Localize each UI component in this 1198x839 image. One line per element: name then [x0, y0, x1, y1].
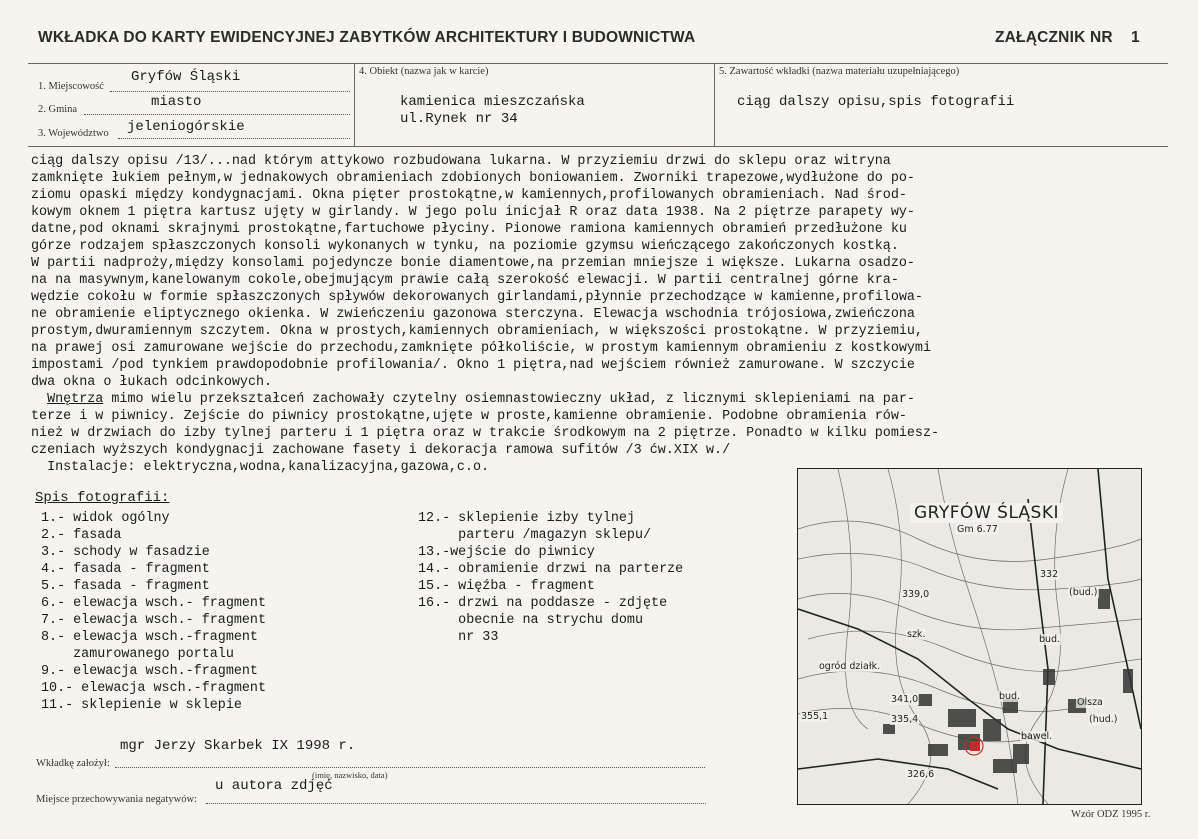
- interior-line: terze i w piwnicy. Zejście do piwnicy prostokątne,ujęte w proste,kamienne obramienie. Podobne obramienia rów-: [31, 409, 907, 424]
- object-line-2: ul.Rynek nr 34: [400, 111, 518, 127]
- photo-item: 11.- sklepienie w sklepie: [41, 698, 242, 713]
- storage-label: Miejsce przechowywania negatywów:: [36, 794, 197, 805]
- body-line: górze rodzajem spłaszczonych konsoli wykonanych w tynku, na poziomie gzymsu wieńczącego zakończonych kostką.: [31, 239, 899, 254]
- map-label: ogród działk.: [819, 661, 881, 672]
- commune-value: miasto: [151, 94, 202, 110]
- contents-label: 5. Zawartość wkładki (nazwa materiału uzupełniającego): [719, 66, 960, 77]
- storage-value: u autora zdjęć: [215, 778, 333, 794]
- photo-item: 16.- drzwi na poddasze - zdjęte: [418, 596, 668, 611]
- body-line: ciąg dalszy opisu /13/...nad którym attykowo rozbudowana lukarna. W przyziemiu drzwi do sklepu oraz witryna: [31, 154, 891, 169]
- locality-label: 1. Miejscowość: [38, 81, 104, 92]
- location-map: [797, 468, 1142, 805]
- map-label: 326,6: [907, 769, 935, 780]
- map-label: 341,0: [891, 694, 919, 705]
- map-label: (bud.): [1069, 587, 1098, 598]
- photo-item: 15.- więźba - fragment: [418, 579, 595, 594]
- prepared-by-sublabel: (imię, nazwisko, data): [312, 770, 388, 780]
- body-line: datne,pod oknami skrajnymi prostokątne,fartuchowe płyciny. Pionowe ramiona kamiennych obramień przedłużone ku: [31, 222, 907, 237]
- body-line: dwa okna o łukach odcinkowych.: [31, 375, 273, 390]
- body-line: kowym oknem 1 piętra kartusz ujęty w girlandy. W jego polu inicjał R oraz data 1938. Na 2 piętrze parapety wy-: [31, 205, 915, 220]
- photo-list-right: [418, 510, 683, 646]
- installations-line: Instalacje: elektryczna,wodna,kanalizacyjna,gazowa,c.o.: [31, 460, 490, 475]
- header-top-rule: [28, 63, 1168, 64]
- photo-item: 2.- fasada: [41, 528, 122, 543]
- map-label: 339,0: [902, 589, 930, 600]
- map-label: 355,1: [801, 711, 829, 722]
- body-line: W partii nadproży,między konsolami pojedyncze bonie diamentowe,na przemian mniejsze i większe. Lukarna osadzo-: [31, 256, 915, 271]
- interior-heading: Wnętrza: [47, 392, 104, 407]
- prepared-by-dots: [115, 767, 705, 768]
- photo-item: 1.- widok ogólny: [41, 511, 170, 526]
- map-label: Gm 6.77: [957, 524, 998, 535]
- prepared-by-value: mgr Jerzy Skarbek IX 1998 r.: [120, 738, 356, 754]
- body-line: wędzie cokołu w formie spłaszczonych spływów dekorowanych girlandami,płynnie przechodzące w kamienne,profilowa-: [31, 290, 923, 305]
- voivodeship-value: jeleniogórskie: [127, 119, 245, 135]
- map-label: bawel.: [1021, 731, 1053, 742]
- photo-list-left: [41, 510, 266, 714]
- map-label: 335,4: [891, 714, 919, 725]
- photo-item: 4.- fasada - fragment: [41, 562, 210, 577]
- photo-item: 9.- elewacja wsch.-fragment: [41, 664, 258, 679]
- column-divider-2: [714, 63, 715, 146]
- body-line: ne obramienie eliptycznego okienka. W zwieńczeniu gazonowa sterczyna. Elewacja wschodnia trójosiowa,zwieńczona: [31, 307, 915, 322]
- body-line: prostym,dwuramiennym szczytem. Okna w prostych,kamiennych obramieniach, w większości prostokątne. W przyziemiu,: [31, 324, 923, 339]
- map-label: bud.: [1039, 634, 1061, 645]
- map-label: 332: [1040, 569, 1059, 580]
- annex-number: 1: [1131, 29, 1140, 46]
- object-label: 4. Obiekt (nazwa jak w karcie): [359, 66, 489, 77]
- photo-item: 6.- elewacja wsch.- fragment: [41, 596, 266, 611]
- photo-item: 10.- elewacja wsch.-fragment: [41, 681, 266, 696]
- interior-line: czeniach wyższych kondygnacji zachowane fasety i dekoracja ramowa sufitów /3 ćw.XIX w./: [31, 443, 731, 458]
- photo-item: parteru /magazyn sklepu/: [418, 528, 652, 543]
- photo-list-heading: Spis fotografii:: [35, 490, 170, 506]
- prepared-by-label: Wkładkę założył:: [36, 758, 110, 769]
- locality-dots: [110, 91, 350, 92]
- body-line: ziomu opaski między kondygnacjami. Okna pięter prostokątne,w kamiennych,profilowanych obramieniach. Nad środ-: [31, 188, 907, 203]
- commune-dots: [84, 114, 350, 115]
- photo-item: 8.- elewacja wsch.-fragment: [41, 630, 258, 645]
- map-label: (hud.): [1089, 714, 1118, 725]
- voivodeship-dots: [118, 138, 350, 139]
- description-body: [31, 153, 1191, 476]
- header-bottom-rule: [28, 146, 1168, 147]
- photo-item: 13.-wejście do piwnicy: [418, 545, 595, 560]
- photo-item: 14.- obramienie drzwi na parterze: [418, 562, 684, 577]
- column-divider-1: [354, 63, 355, 146]
- map-label: bud.: [999, 691, 1021, 702]
- form-model: Wzór ODZ 1995 r.: [1071, 809, 1151, 820]
- interior-line: Wnętrza mimo wielu przekształceń zachowały czytelny osiemnastowieczny układ, z licznymi sklepieniami na par-: [47, 392, 915, 407]
- annex-label: ZAŁĄCZNIK NR: [995, 29, 1113, 46]
- map-label: Olsza: [1077, 697, 1103, 708]
- voivodeship-label: 3. Województwo: [38, 128, 109, 139]
- form-title: WKŁADKA DO KARTY EWIDENCYJNEJ ZABYTKÓW ARCHITEKTURY I BUDOWNICTWA: [38, 29, 696, 46]
- map-title: GRYFÓW ŚLĄSKI: [910, 503, 1063, 523]
- body-line: na na masywnym,kanelowanym cokole,obejmującym prawie całą szerokość elewacji. W partii centralnej górne kra-: [31, 273, 899, 288]
- photo-item: 7.- elewacja wsch.- fragment: [41, 613, 266, 628]
- commune-label: 2. Gmina: [38, 104, 78, 115]
- contents-value: ciąg dalszy opisu,spis fotografii: [737, 94, 1015, 110]
- body-line: na prawej osi zamurowane wejście do przechodu,zamknięte półkoliście, w prostym kamiennym obramieniu z kostkowymi: [31, 341, 931, 356]
- photo-item: nr 33: [418, 630, 499, 645]
- photo-item: 5.- fasada - fragment: [41, 579, 210, 594]
- object-line-1: kamienica mieszczańska: [400, 94, 585, 110]
- photo-item: 12.- sklepienie izby tylnej: [418, 511, 635, 526]
- photo-item: obecnie na strychu domu: [418, 613, 643, 628]
- storage-dots: [206, 803, 706, 804]
- body-line: impostami /pod tynkiem prawdopodobnie profilowania/. Okno 1 piętra,nad wejściem również zamurowane. W szczycie: [31, 358, 915, 373]
- map-label: szk.: [907, 629, 926, 640]
- body-line: zamknięte łukiem pełnym,w jednakowych obramieniach zdobionych boniowaniem. Zworniki trapezowe,wydłużone do po-: [31, 171, 915, 186]
- photo-item: 3.- schody w fasadzie: [41, 545, 210, 560]
- interior-line: nież w drzwiach do izby tylnej parteru i 1 piętra oraz w trakcie środkowym na 2 piętrze. Ponadto w kilku pomiesz-: [31, 426, 940, 441]
- photo-item: zamurowanego portalu: [41, 647, 234, 662]
- locality-value: Gryfów Śląski: [131, 69, 241, 85]
